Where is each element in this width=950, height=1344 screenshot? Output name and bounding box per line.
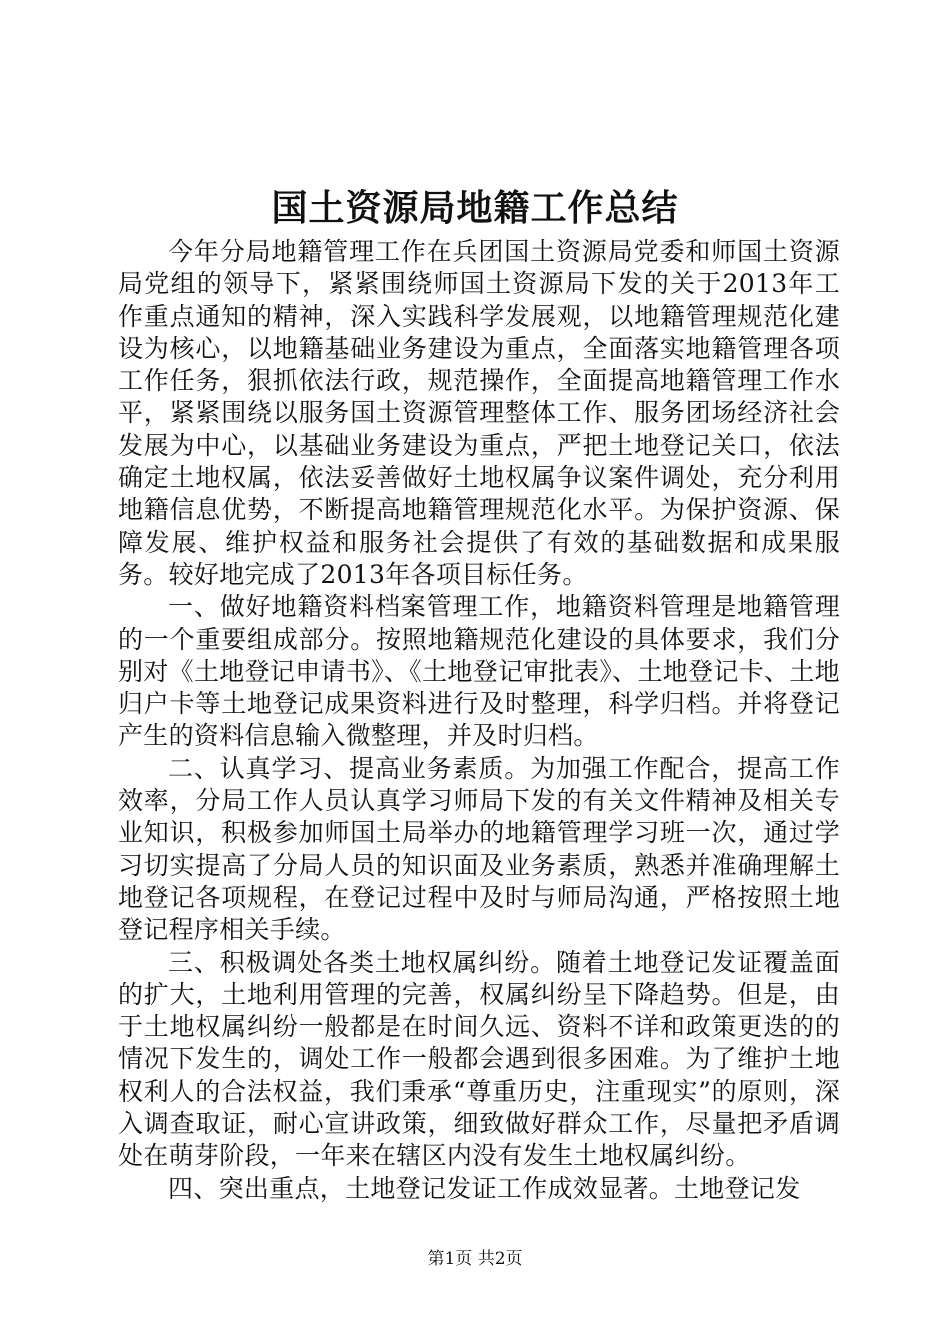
section-4-paragraph: 四、突出重点，土地登记发证工作成效显著。土地登记发 bbox=[168, 1173, 801, 1203]
intro-paragraph: 今年分局地籍管理工作在兵团国土资源局党委和师国土资源局党组的领导下，紧紧围绕师国土资源局下发的关于2013年工作重点通知的精神，深入实践科学发展观，以地籍管理规范化建设为核心，以地籍基础业务建设为重点，全面落实地籍管理各项工作任务，狠抓依法行政，规范操作，全面提高地籍管理工作水平，紧紧围绕以服务国土资源管理整体工作、服务团场经济社会发展为中心，以基础业务建设为重点，严把土地登记关口，依法确定土地权属，依法妥善做好土地权属争议案件调处，充分利用地籍信息优势，不断提高地籍管理规范化水平。为保护资源、保障发展、维护权益和服务社会提供了有效的基础数据和成果服务。较好地完成了2013年各项目标任务。 bbox=[118, 237, 840, 589]
document-body bbox=[118, 236, 840, 1205]
section-1-paragraph: 一、做好地籍资料档案管理工作，地籍资料管理是地籍管理的一个重要组成部分。按照地籍规范化建设的具体要求，我们分别对《土地登记申请书》、《土地登记审批表》、土地登记卡、土地归户卡等土地登记成果资料进行及时整理，科学归档。并将登记产生的资料信息输入微整理，并及时归档。 bbox=[118, 592, 840, 751]
page-number-footer: 第1页 共2页 bbox=[427, 1249, 523, 1269]
document-title: 国土资源局地籍工作总结 bbox=[271, 187, 679, 229]
section-2-paragraph: 二、认真学习、提高业务素质。为加强工作配合，提高工作效率，分局工作人员认真学习师局下发的有关文件精神及相关专业知识，积极参加师国土局举办的地籍管理学习班一次，通过学习切实提高了分局人员的知识面及业务素质，熟悉并准确理解土地登记各项规程，在登记过程中及时与师局沟通，严格按照土地登记程序相关手续。 bbox=[118, 753, 840, 945]
section-3-paragraph: 三、积极调处各类土地权属纠纷。随着土地登记发证覆盖面的扩大，土地利用管理的完善，权属纠纷呈下降趋势。但是，由于土地权属纠纷一般都是在时间久远、资料不详和政策更迭的的情况下发生的，调处工作一般都会遇到很多困难。为了维护土地权利人的合法权益，我们秉承“尊重历史，注重现实”的原则，深入调查取证，耐心宣讲政策，细致做好群众工作，尽量把矛盾调处在萌芽阶段，一年来在辖区内没有发生土地权属纠纷。 bbox=[118, 947, 840, 1171]
